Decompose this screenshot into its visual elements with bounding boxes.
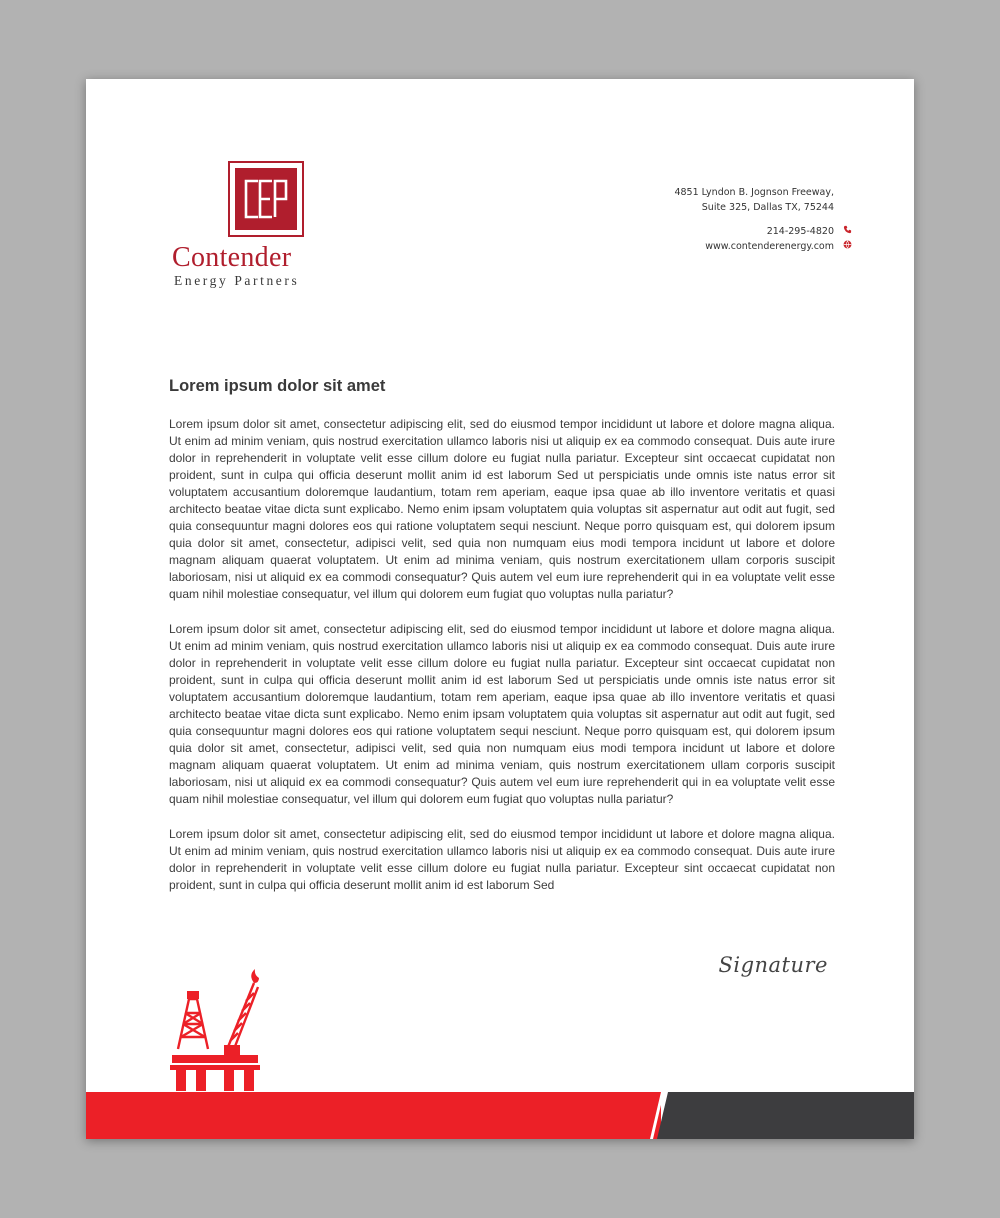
globe-icon (843, 240, 852, 249)
body-paragraph: Lorem ipsum dolor sit amet, consectetur adipiscing elit, sed do eiusmod tempor incididunt ut labore et dolore magna aliqua. Ut enim ad minim veniam, quis nostrud exercitation ullamco laboris nisi ut aliquip ex ea commodo consequat. Duis aute irure dolor in reprehenderit in voluptate velit esse cillum dolore eu fugiat nulla pariatur. Excepteur sint occaecat cupidatat non proident, sunt in culpa qui officia deserunt mollit anim id est laborum Sed ut perspiciatis unde omnis iste natus error sit voluptatem accusantium doloremque laudantium, totam rem aperiam, eaque ipsa quae ab illo inventore veritatis et quasi architecto beatae vitae dicta sunt explicabo. Nemo enim ipsam voluptatem quia voluptas sit aspernatur aut odit aut fugit, sed quia consequuntur magni dolores eos qui ratione voluptatem sequi nesciunt. Neque porro quisquam est, qui dolorem ipsum quia dolor sit amet, consectetur, adipisci velit, sed quia non numquam eius modi tempora incidunt ut labore et dolore magnam aliquam quaerat voluptatem. Ut enim ad minima veniam, quis nostrum exercitationem ullam corporis suscipit laboriosam, nisi ut aliquid ex ea commodi consequatur? Quis autem vel eum iure reprehenderit qui in ea voluptate velit esse quam nihil molestiae consequatur, vel illum qui dolorem eum fugiat quo voluptas nulla pariatur? (169, 417, 835, 601)
body-paragraph: Lorem ipsum dolor sit amet, consectetur adipiscing elit, sed do eiusmod tempor incididunt ut labore et dolore magna aliqua. Ut enim ad minim veniam, quis nostrud exercitation ullamco laboris nisi ut aliquip ex ea commodo consequat. Duis aute irure dolor in reprehenderit in voluptate velit esse cillum dolore eu fugiat nulla pariatur. Excepteur sint occaecat cupidatat non proident, sunt in culpa qui officia deserunt mollit anim id est laborum Sed (169, 827, 835, 892)
footer-band-dark (650, 1092, 914, 1139)
letterhead-page (86, 79, 914, 1139)
company-name: Contender (172, 242, 292, 273)
body-paragraph: Lorem ipsum dolor sit amet, consectetur adipiscing elit, sed do eiusmod tempor incididunt ut labore et dolore magna aliqua. Ut enim ad minim veniam, quis nostrud exercitation ullamco laboris nisi ut aliquip ex ea commodo consequat. Duis aute irure dolor in reprehenderit in voluptate velit esse cillum dolore eu fugiat nulla pariatur. Excepteur sint occaecat cupidatat non proident, sunt in culpa qui officia deserunt mollit anim id est laborum Sed ut perspiciatis unde omnis iste natus error sit voluptatem accusantium doloremque laudantium, totam rem aperiam, eaque ipsa quae ab illo inventore veritatis et quasi architecto beatae vitae dicta sunt explicabo. Nemo enim ipsam voluptatem quia voluptas sit aspernatur aut odit aut fugit, sed quia consequuntur magni dolores eos qui ratione voluptatem sequi nesciunt. Neque porro quisquam est, qui dolorem ipsum quia dolor sit amet, consectetur, adipisci velit, sed quia non numquam eius modi tempora incidunt ut labore et dolore magnam aliquam quaerat voluptatem. Ut enim ad minima veniam, quis nostrum exercitationem ullam corporis suscipit laboriosam, nisi ut aliquid ex ea commodi consequatur? Quis autem vel eum iure reprehenderit qui in ea voluptate velit esse quam nihil molestiae consequatur, vel illum qui dolorem eum fugiat quo voluptas nulla pariatur? (169, 622, 835, 806)
letter-heading: Lorem ipsum dolor sit amet (169, 377, 386, 395)
footer-band-red (86, 1092, 661, 1139)
contact-block (574, 185, 834, 254)
address-line-2: Suite 325, Dallas TX, 75244 (701, 202, 834, 213)
cep-logo-icon (228, 161, 304, 237)
signature: Signature (718, 953, 828, 977)
phone-number: 214-295-4820 (766, 226, 834, 237)
company-tagline: Energy Partners (174, 273, 300, 288)
phone-icon (843, 225, 852, 234)
website-link[interactable]: www.contenderenergy.com (705, 241, 834, 252)
oil-rig-icon (168, 969, 260, 1091)
address-line-1: 4851 Lyndon B. Jognson Freeway, (674, 187, 834, 198)
letter-body (169, 416, 835, 912)
